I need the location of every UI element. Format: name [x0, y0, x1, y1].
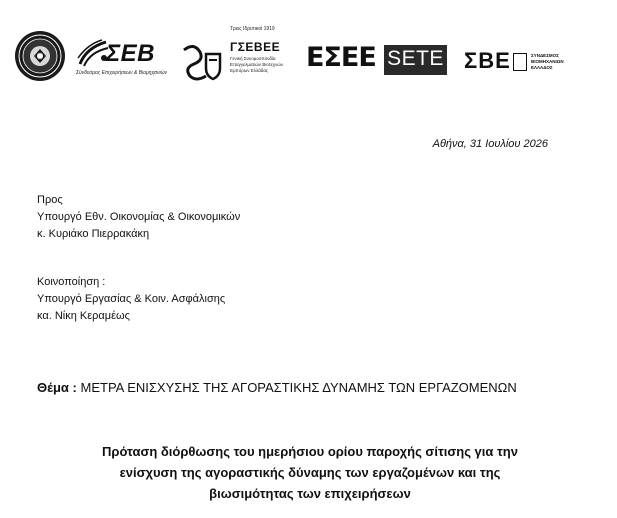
document-title-line-1: Πρόταση διόρθωσης του ημερήσιου ορίου παροχής σίτισης για την	[102, 444, 518, 459]
esee-logo	[306, 42, 376, 76]
esee-logo-name: ΕΣΕΕ	[306, 42, 376, 73]
seb-swirl-icon	[76, 38, 110, 68]
sete-logo	[384, 45, 447, 75]
sbe-logo-subtitle: ΣΥΝΔΕΣΜΟΣ ΒΙΟΜΗΧΑΝΙΩΝ ΕΛΛΑΔΟΣ	[531, 53, 564, 70]
subject-label: Θέμα :	[37, 380, 77, 395]
cc-title: Υπουργό Εργασίας & Κοιν. Ασφάλισης	[37, 293, 226, 305]
document-title	[40, 441, 580, 504]
recipient-title: Υπουργό Εθν. Οικονομίας & Οικονομικών	[37, 211, 241, 223]
recipient-label: Προς	[37, 194, 63, 206]
seal-icon	[14, 30, 66, 82]
cc-label: Κοινοποίηση :	[37, 276, 106, 288]
document-title-line-2: ενίσχυση της αγοραστικής δύναμης των εργαζομένων και της	[119, 465, 501, 480]
subject-text: ΜΕΤΡΑ ΕΝΙΣΧΥΣΗΣ ΤΗΣ ΑΓΟΡΑΣΤΙΚΗΣ ΔΥΝΑΜΗΣ ΤΩΝ ΕΡΓΑΖΟΜΕΝΩΝ	[80, 380, 517, 395]
seb-logo-subtitle: Σύνδεσμος Επιχειρήσεων & Βιομηχανιών	[76, 70, 168, 76]
cc-block	[37, 274, 225, 325]
document-title-line-3: βιωσιμότητας των επιχειρήσεων	[209, 486, 411, 501]
letter-date: Αθήνα, 31 Ιουλίου 2026	[432, 138, 548, 150]
gsevee-emblem-icon	[178, 42, 228, 82]
gsevee-mark	[178, 42, 228, 82]
gsevee-logo-top: Τρεις Ιδρυτικοί 1919	[230, 26, 275, 32]
sbe-logo	[464, 44, 584, 80]
seal-logo	[14, 30, 66, 82]
subject-line	[37, 380, 517, 395]
seb-logo	[76, 38, 172, 84]
logo-header	[0, 0, 617, 100]
seb-logo-name: ΣΕΒ	[106, 40, 156, 67]
gsevee-logo	[230, 26, 306, 86]
cc-name: κα. Νίκη Κεραμέως	[37, 310, 130, 322]
gsevee-logo-subtitle: Γενική Συνομοσπονδία Επαγγελματιών Βιοτεχνών Εμπόρων Ελλάδας	[230, 56, 283, 73]
sbe-logo-mark	[513, 53, 527, 71]
recipient-name: κ. Κυριάκο Πιερρακάκη	[37, 228, 150, 240]
gsevee-logo-name: ΓΣΕΒΕΕ	[230, 40, 281, 54]
sbe-logo-name: ΣΒΕ	[464, 48, 511, 73]
sete-logo-name: SETE	[387, 47, 444, 70]
recipient-block	[37, 192, 240, 243]
